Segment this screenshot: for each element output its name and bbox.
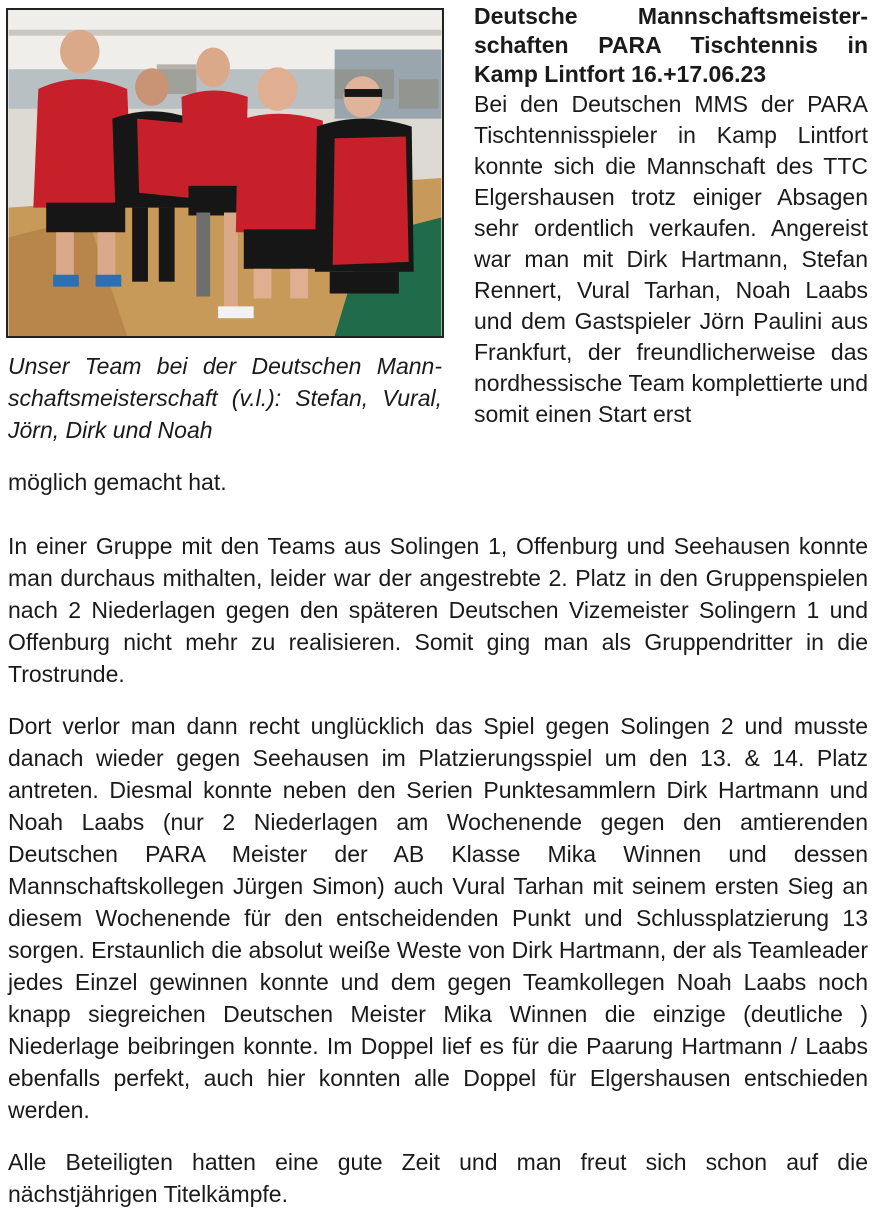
photo-caption: Unser Team bei der Deutschen Mannschaftsmeisterschaft (v.l.): Stefan, Vural, Jörn, Dirk und Noah <box>8 353 442 443</box>
article-top <box>0 0 880 470</box>
article-headline: Deutsche Mannschaftsmeisterschaften PARA Tischtennis in Kamp Lintfort 16.+17.06.23 <box>474 3 868 87</box>
article-paragraph-3 <box>8 710 868 1126</box>
article-intro-continuation <box>8 466 868 498</box>
article-intro: Bei den Deutschen MMS der PARA Tischtennisspieler in Kamp Lintfort konnte sich die Mannschaft des TTC Elgershausen trotz einiger Absagen sehr ordentlich verkaufen. Angereist war man mit Dirk Hartmann, Stefan Rennert, Vural Tarhan, Noah Laabs und dem Gastspieler Jörn Paulini aus Frankfurt, der freundlicherweise das nordhessische Team komplettierte und somit einen Start erst <box>474 91 868 427</box>
article-column-right <box>474 2 868 430</box>
paragraph-4-text: Alle Beteiligten hatten eine gute Zeit und man freut sich schon auf die nächstjährigen Titelkämpfe. <box>8 1149 868 1207</box>
article-paragraph-4 <box>8 1146 868 1210</box>
paragraph-3-text: Dort verlor man dann recht unglücklich das Spiel gegen Solingen 2 und musste danach wieder gegen Seehausen im Platzierungsspiel um den 13. & 14. Platz antreten. Diesmal konnte neben den Serien Punktesammlern Dirk Hartmann und Noah Laabs (nur 2 Niederlagen am Wochenende gegen den amtierenden Deutschen PARA Meister der AB Klasse Mika Winnen und dessen Mannschaftskollegen Jürgen Simon) auch Vural Tarhan mit seinem ersten Sieg an diesem Wochenende für den entscheidenden Punkt und Schlussplatzierung 13 sorgen. Erstaunlich die absolut weiße Weste von Dirk Hartmann, der als Teamleader jedes Einzel gewinnen konnte und dem gegen Teamkollegen Noah Laabs noch knapp siegreichen Deutschen Meister Mika Winnen die einzige (deutliche ) Niederlage beibringen konnte. Im Doppel lief es für die Paarung Hartmann / Laabs ebenfalls perfekt, auch hier konnten alle Doppel für Elgershausen entschieden werden. <box>8 713 868 1123</box>
intro-end-text: möglich gemacht hat. <box>8 469 227 495</box>
team-photo-illustration <box>8 10 442 336</box>
paragraph-2-text: In einer Gruppe mit den Teams aus Solingen 1, Offenburg und Seehausen konnte man durchaus mithalten, leider war der angestrebte 2. Platz in den Gruppenspielen nach 2 Niederlagen gegen den späteren Deutschen Vizemeister Solingern 1 und Offenburg nicht mehr zu realisieren. Somit ging man als Gruppendritter in die Trostrunde. <box>8 533 868 687</box>
article-paragraph-2 <box>8 530 868 690</box>
team-photo <box>6 8 444 338</box>
